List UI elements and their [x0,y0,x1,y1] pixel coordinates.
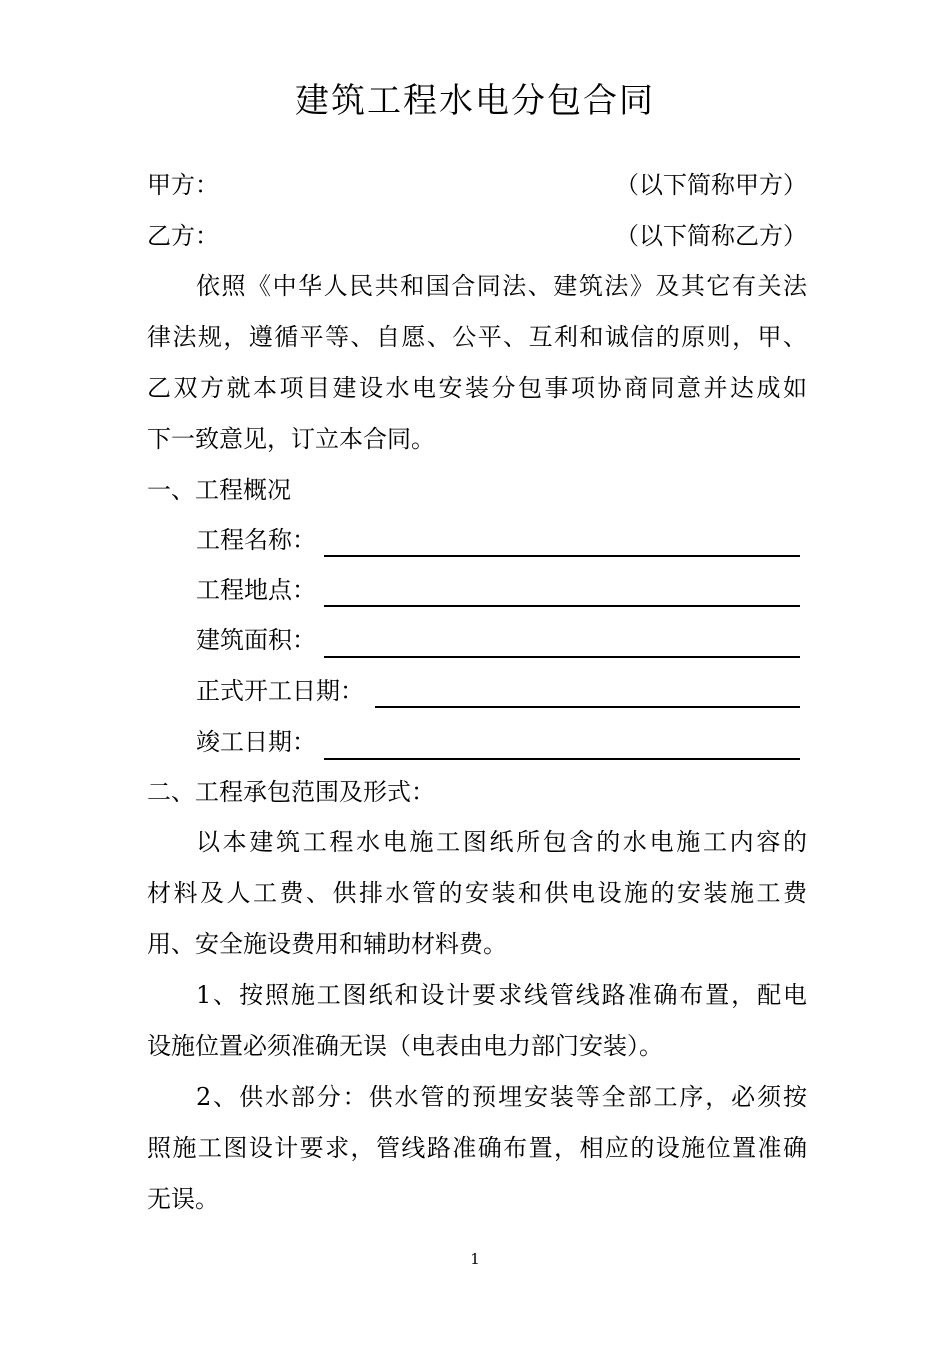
page-number: 1 [470,1250,480,1268]
intro-line: 依照《中华人民共和国合同法、建筑法》及其它有关法 [196,272,807,300]
item1-paragraph [147,970,807,1072]
section1-heading: 一、工程概况 [147,476,291,504]
field-building-area-label: 建筑面积： [196,626,316,654]
party-b-label: 乙方： [147,222,219,250]
item1-line: 1、按照施工图纸和设计要求线管线路准确布置，配电 [196,981,807,1009]
party-b-row [147,218,807,254]
party-a-label: 甲方： [147,171,219,199]
field-completion-date-label: 竣工日期： [196,728,316,756]
field-start-date-label: 正式开工日期： [196,677,364,705]
field-start-date-line[interactable] [375,706,800,708]
scope-line: 以本建筑工程水电施工图纸所包含的水电施工内容的 [196,828,807,856]
intro-line: 乙双方就本项目建设水电安装分包事项协商同意并达成如 [147,374,807,402]
item2-paragraph [147,1072,807,1225]
party-b-note: （以下简称乙方） [615,222,807,250]
item2-line: 无误。 [147,1185,219,1213]
intro-line: 律法规，遵循平等、自愿、公平、互利和诚信的原则，甲、 [147,323,807,351]
scope-line: 用、安全施设费用和辅助材料费。 [147,930,507,958]
document-title: 建筑工程水电分包合同 [295,81,655,121]
field-project-name-line[interactable] [324,555,800,557]
intro-line: 下一致意见，订立本合同。 [147,425,435,453]
scope-paragraph [147,817,807,970]
intro-paragraph [147,261,807,465]
section2-heading: 二、工程承包范围及形式： [147,778,435,806]
scope-line: 材料及人工费、供排水管的安装和供电设施的安装施工费 [147,879,807,907]
item1-line: 设施位置必须准确无误（电表由电力部门安装）。 [147,1032,663,1060]
field-building-area-line[interactable] [324,656,800,658]
field-project-location-line[interactable] [324,605,800,607]
field-completion-date-line[interactable] [324,758,800,760]
item2-line: 照施工图设计要求，管线路准确布置，相应的设施位置准确 [147,1134,807,1162]
party-a-row [147,167,807,203]
field-project-location-label: 工程地点： [196,576,316,604]
item2-line: 2、供水部分：供水管的预埋安装等全部工序，必须按 [196,1083,807,1111]
field-project-name-label: 工程名称： [196,526,316,554]
party-a-note: （以下简称甲方） [615,171,807,199]
